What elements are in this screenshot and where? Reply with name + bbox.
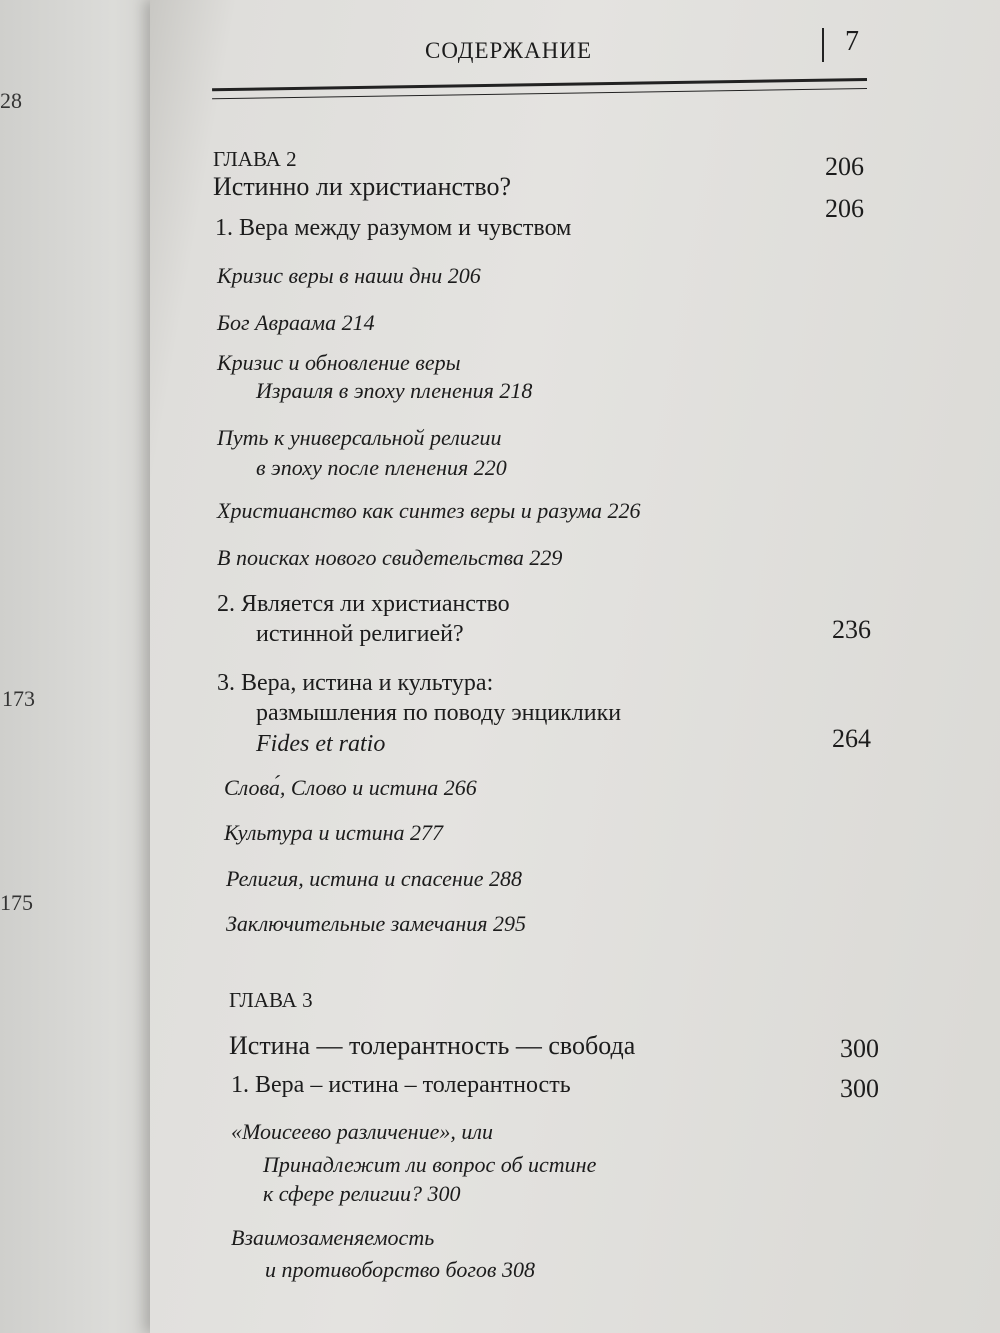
toc-section: 1. Вера между разумом и чувством [215,215,572,241]
toc-subsection: Религия, истина и спасение 288 [226,866,523,891]
toc-subsection: В поисках нового свидетельства 229 [217,545,563,570]
toc-subsection: Слова́, Слово и истина 266 [224,775,477,800]
toc-subsection: Путь к универсальной религии [217,425,502,450]
toc-section-cont: размышления по поводу энциклики [256,700,622,726]
toc-section-page: 300 [840,1074,879,1103]
toc-section: 3. Вера, истина и культура: [217,670,494,696]
toc-section-page: 206 [825,194,864,223]
page-number: 7 [845,26,859,57]
toc-subsection: «Моисеево различение», или [231,1119,493,1144]
chapter-title-page: 300 [840,1034,879,1063]
toc-subsection-cont: в эпоху после пленения 220 [256,455,507,480]
toc-section-page: 236 [832,615,871,644]
chapter-label: ГЛАВА 3 [229,988,313,1012]
toc-subsection: Кризис веры в наши дни 206 [217,263,481,288]
prev-page-number: 28 [0,88,22,113]
toc-subsection-cont: и противоборство богов 308 [265,1257,535,1282]
toc-subsection: Взаимозаменяемость [231,1225,435,1250]
toc-subsection: Христианство как синтез веры и разума 226 [217,498,641,523]
chapter-title: Истинно ли христианство? [213,172,512,201]
toc-subsection: Бог Авраама 214 [217,310,375,335]
running-header-title: СОДЕРЖАНИЕ [425,38,593,63]
toc-section: 2. Является ли христианство [217,591,510,617]
toc-subsection: Заключительные замечания 295 [226,911,526,936]
toc-section: 1. Вера – истина – толерантность [231,1072,571,1098]
chapter-title-page: 206 [825,152,864,181]
toc-subsection: Кризис и обновление веры [217,350,461,375]
toc-subsection-cont: Принадлежит ли вопрос об истине [263,1152,597,1177]
toc-subsection-cont: Израиля в эпоху пленения 218 [256,378,533,403]
prev-page-number: 173 [2,686,35,711]
chapter-label: ГЛАВА 2 [213,147,297,171]
prev-page-number: 175 [0,890,33,915]
toc-subsection-cont: к сфере религии? 300 [263,1181,461,1206]
toc-section-page: 264 [832,724,871,753]
chapter-title: Истина — толерантность — свобода [229,1031,636,1060]
header-divider [822,28,824,62]
toc-subsection: Культура и истина 277 [224,820,444,845]
toc-section-cont: истинной религией? [256,621,464,647]
toc-section-cont: Fides et ratio [256,731,386,757]
